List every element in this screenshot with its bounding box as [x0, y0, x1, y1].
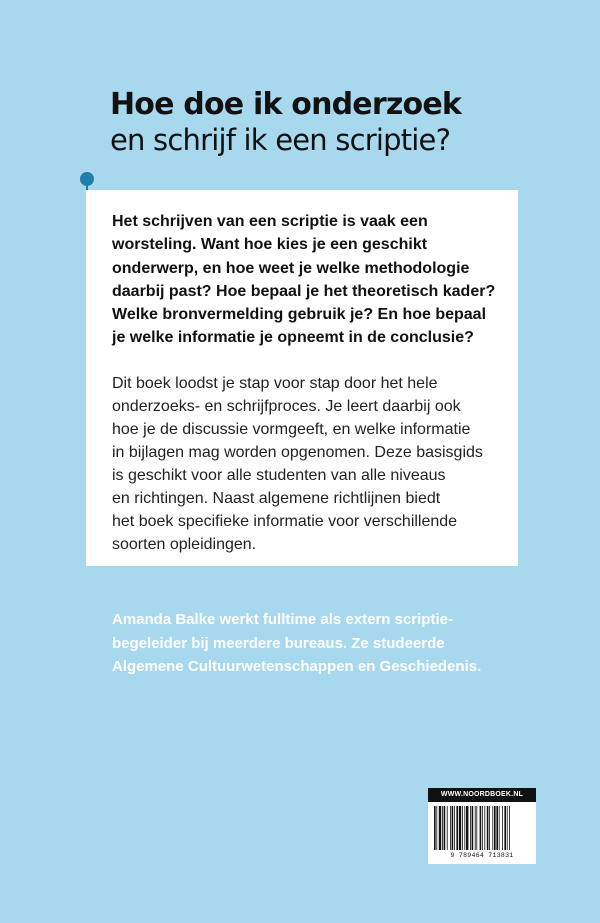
- title-main: Hoe doe ik onderzoek: [110, 87, 462, 122]
- intro-line: worsteling. Want hoe kies je een geschikt: [112, 236, 428, 254]
- title-sub: en schrijf ik een scriptie?: [110, 123, 451, 157]
- body-line: en richtingen. Naast algemene richtlijnen biedt: [112, 490, 441, 507]
- intro-line: Het schrijven van een scriptie is vaak een: [112, 213, 428, 230]
- author-line: begeleider bij meerdere bureaus. Ze studeerde: [112, 634, 445, 652]
- intro-paragraph: [112, 210, 512, 350]
- barcode-label: [428, 788, 536, 864]
- accent-dot-icon: [80, 172, 94, 186]
- body-line: soorten opleidingen.: [112, 536, 257, 553]
- isbn-number: 9 789464 713831: [450, 852, 514, 859]
- body-paragraph: [112, 372, 512, 556]
- body-line: Dit boek loodst je stap voor stap door het hele: [112, 375, 438, 392]
- body-line: onderzoeks- en schrijfproces. Je leert daarbij ook: [112, 398, 461, 415]
- barcode-icon: [432, 806, 532, 850]
- body-line: hoe je de discussie vormgeeft, en welke informatie: [112, 421, 471, 438]
- intro-line: je welke informatie je opneemt in de conclusie?: [112, 329, 474, 347]
- description-card: [86, 190, 518, 566]
- body-line: in bijlagen mag worden opgenomen. Deze basisgids: [112, 444, 483, 461]
- intro-line: Welke bronvermelding gebruik je? En hoe bepaal: [112, 306, 487, 324]
- body-line: het boek specifieke informatie voor verschillende: [112, 513, 458, 530]
- book-title: [110, 86, 461, 158]
- author-line: Algemene Cultuurwetenschappen en Geschiedenis.: [112, 658, 482, 675]
- body-line: is geschikt voor alle studenten van alle niveaus: [112, 467, 446, 484]
- publisher-url: WWW.NOORDBOEK.NL: [428, 788, 536, 802]
- intro-line: daarbij past? Hoe bepaal je het theoretisch kader?: [112, 282, 496, 300]
- intro-line: onderwerp, en hoe weet je welke methodologie: [112, 259, 470, 277]
- author-bio: [112, 608, 532, 679]
- author-line: Amanda Balke werkt fulltime als extern scriptie-: [112, 611, 453, 628]
